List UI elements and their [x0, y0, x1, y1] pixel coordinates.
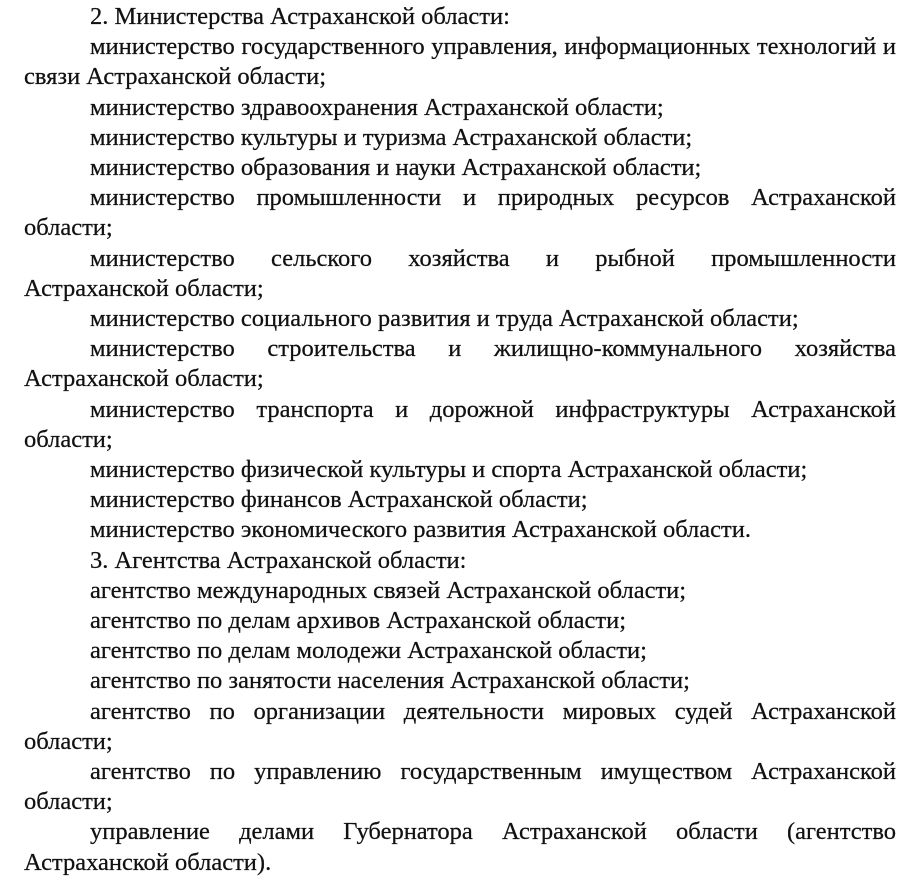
- section-heading-agencies: 3. Агентства Астраханской области:: [90, 546, 467, 574]
- list-item-ministry: министерство промышленности и природных ресурсов Астраханской области;: [24, 184, 896, 242]
- list-item-ministry: министерство строительства и жилищно-коммунального хозяйства Астраханской области;: [24, 335, 896, 393]
- list-item-ministry: министерство социального развития и труда Астраханской области;: [90, 305, 799, 333]
- list-item-ministry: министерство культуры и туризма Астраханской области;: [90, 123, 693, 151]
- list-item-agency: управление делами Губернатора Астраханской области (агентство Астраханской области).: [24, 818, 896, 876]
- list-item-agency: агентство по управлению государственным имуществом Астраханской области;: [24, 758, 896, 816]
- list-item-agency: агентство по делам архивов Астраханской области;: [90, 607, 627, 635]
- list-item-ministry: министерство здравоохранения Астраханской области;: [90, 93, 664, 121]
- list-item-ministry: министерство государственного управления, информационных технологий и связи Астраханской области;: [24, 33, 896, 91]
- list-item-agency: агентство международных связей Астраханской области;: [90, 576, 687, 604]
- section-heading-ministries: 2. Министерства Астраханской области:: [90, 3, 510, 30]
- list-item-agency: агентство по организации деятельности мировых судей Астраханской области;: [24, 697, 896, 755]
- list-item-agency: агентство по занятости населения Астраханской области;: [90, 667, 690, 695]
- list-item-ministry: министерство транспорта и дорожной инфраструктуры Астраханской области;: [24, 395, 896, 453]
- list-item-ministry: министерство физической культуры и спорта Астраханской области;: [90, 456, 808, 484]
- list-item-ministry: министерство финансов Астраханской области;: [90, 486, 588, 514]
- list-item-agency: агентство по делам молодежи Астраханской области;: [90, 637, 647, 665]
- document-page: [24, 2, 896, 878]
- list-item-ministry: министерство экономического развития Астраханской области.: [90, 516, 751, 544]
- list-item-ministry: министерство образования и науки Астраханской области;: [90, 154, 702, 182]
- list-item-ministry: министерство сельского хозяйства и рыбной промышленности Астраханской области;: [24, 244, 896, 302]
